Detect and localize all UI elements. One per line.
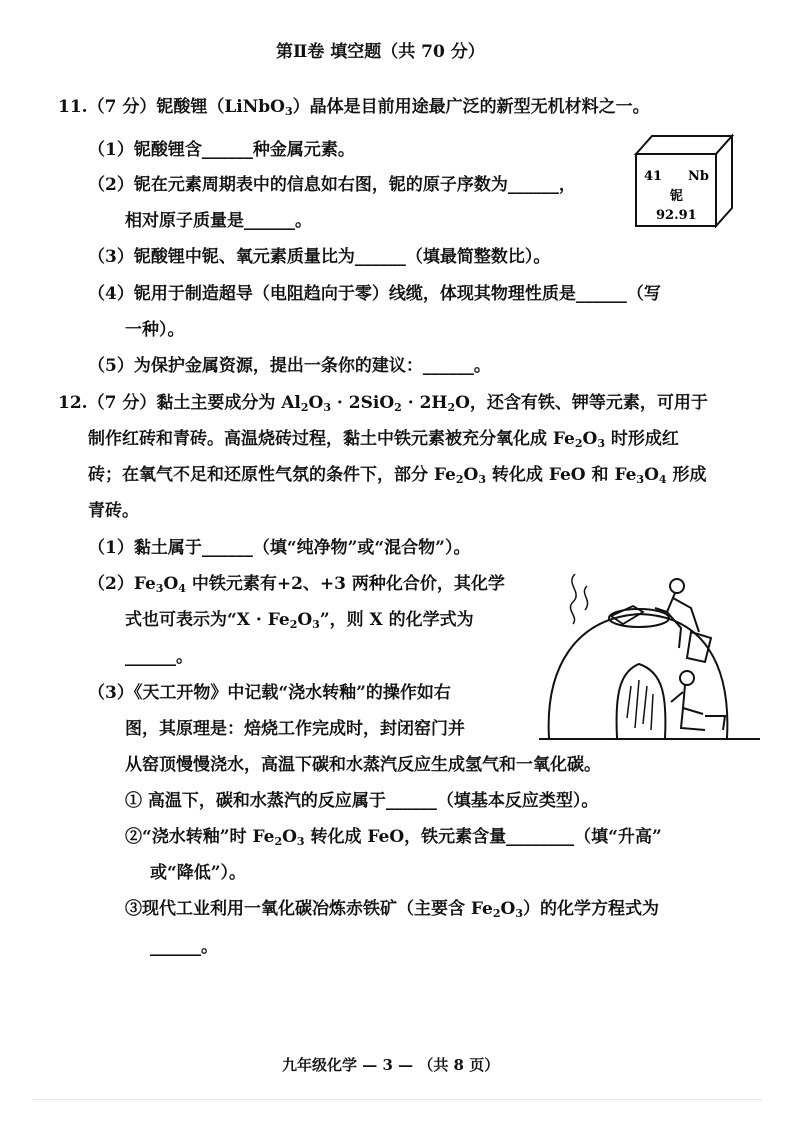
q12-l2-s1: 2 (574, 437, 583, 450)
q12-l1-b: O (308, 393, 324, 413)
q12-part3-line1: （3）《天工开物》中记载“浇水转釉”的操作如右 (88, 683, 451, 703)
q11-part3: （3）铌酸锂中铌、氧元素质量比为______（填最简整数比）。 (88, 247, 551, 267)
q12-l1-c: · 2SiO (331, 393, 395, 413)
q12-p2a-b: O (163, 574, 179, 594)
q12-sub1: ① 高温下，碳和水蒸汽的反应属于______（填基本反应类型）。 (125, 791, 599, 811)
q12-sub2-line1 (125, 829, 662, 846)
element-number: 41 (644, 169, 663, 184)
q12-p2b-c: ”，则 X 的化学式为 (319, 610, 474, 630)
q12-s2a-s2: 3 (296, 835, 305, 848)
q12-s2a-a: ②“浇水转釉”时 Fe (125, 827, 275, 847)
q12-s2a-c: 转化成 FeO，铁元素含量________（填“升高” (304, 827, 662, 847)
q12-sub3-line1 (125, 901, 659, 918)
q12-l2-c: 时形成红 (605, 429, 679, 449)
q12-p2b-s2: 3 (312, 618, 320, 631)
q12-part2-line3: ______。 (125, 647, 193, 667)
q12-l1-d: · 2H (401, 393, 448, 413)
q12-l1-e: O，还含有铁、钾等元素，可用于 (455, 393, 708, 413)
q12-stem-line1 (58, 395, 708, 412)
q12-l3-e: 形成 (666, 465, 707, 485)
q11-part2-line1: （2）铌在元素周期表中的信息如右图，铌的原子序数为______， (88, 175, 576, 195)
q12-s3a-s2: 3 (515, 907, 523, 920)
section-title: 第Ⅱ卷 填空题（共 70 分） (276, 42, 485, 62)
q12-l3-b: O (463, 465, 479, 485)
page-footer: 九年级化学 — 3 — （共 8 页） (282, 1056, 500, 1074)
element-name: 铌 (670, 189, 684, 204)
element-card-niobium (630, 130, 735, 228)
q12-part3-line3: 从窑顶慢慢浇水，高温下碳和水蒸汽反应生成氢气和一氧化碳。 (125, 755, 601, 775)
q12-l3-d: O (644, 465, 659, 485)
q12-stem-line3 (88, 467, 706, 484)
q12-l1-s3: 2 (394, 401, 402, 414)
q12-l3-s1: 2 (455, 473, 464, 486)
q12-p2b-s1: 2 (289, 618, 298, 631)
q12-s3a-b: O (500, 899, 516, 919)
q11-part2-line2: 相对原子质量是______。 (125, 211, 312, 231)
q12-p2a-s1: 3 (155, 582, 164, 595)
q12-l3-s2: 3 (478, 473, 486, 486)
q12-part2-line1 (88, 576, 505, 593)
q11-part4-line1: （4）铌用于制造超导（电阻趋向于零）线缆，体现其物理性质是______（写 (88, 284, 661, 304)
q12-p2b-a: 式也可表示为“X · Fe (125, 610, 290, 630)
q11-part1: （1）铌酸锂含______种金属元素。 (88, 140, 355, 160)
q12-s3a-a: ③现代工业利用一氧化碳冶炼赤铁矿（主要含 Fe (125, 899, 493, 919)
q12-l3-c: 转化成 FeO 和 Fe (486, 465, 637, 485)
q11-part5: （5）为保护金属资源，提出一条你的建议：______。 (88, 356, 491, 376)
q12-l1-s2: 3 (323, 401, 332, 414)
element-symbol: Nb (688, 169, 709, 184)
q12-p2b-b: O (297, 610, 313, 630)
q12-l2-a: 制作红砖和青砖。高温烧砖过程，黏土中铁元素被充分氧化成 Fe (88, 429, 575, 449)
q12-l3-s3: 3 (636, 473, 645, 486)
q12-l3-s4: 4 (658, 473, 667, 486)
q11-stem-part-b: ）晶体是目前用途最广泛的新型无机材料之一。 (292, 97, 650, 117)
q12-l1-s1: 2 (300, 401, 309, 414)
element-mass: 92.91 (656, 208, 697, 223)
q12-p2a-c: 中铁元素有+2、+3 两种化合价，其化学 (185, 574, 505, 594)
q12-s2a-b: O (282, 827, 297, 847)
q12-l3-a: 砖；在氧气不足和还原性气氛的条件下，部分 Fe (88, 465, 456, 485)
q12-part1: （1）黏土属于______（填“纯净物”或“混合物”）。 (88, 538, 471, 558)
q12-stem-line4: 青砖。 (88, 501, 139, 521)
q12-s2a-s1: 2 (274, 835, 283, 848)
q12-part3-line2: 图，其原理是：焙烧工作完成时，封闭窑门并 (125, 719, 465, 739)
q12-p2a-a: （2）Fe (88, 574, 156, 594)
q12-sub3-line2: ______。 (150, 937, 218, 957)
q12-stem-line2 (88, 431, 679, 448)
q12-l1-s4: 2 (447, 401, 456, 414)
q12-s3a-s1: 2 (492, 907, 501, 920)
q11-stem-part-a: 11.（7 分）铌酸锂（LiNbO (58, 97, 285, 117)
q11-stem-sub: 3 (284, 105, 293, 118)
q11-stem (58, 99, 650, 116)
kiln-illustration (535, 568, 765, 748)
q12-l2-b: O (582, 429, 598, 449)
q11-part4-line2: 一种）。 (125, 320, 185, 340)
bottom-divider (32, 1099, 762, 1100)
q12-part2-line2 (125, 612, 474, 629)
q12-s3a-c: ）的化学方程式为 (523, 899, 659, 919)
q12-l1-a: 12.（7 分）黏土主要成分为 Al (58, 393, 301, 413)
q12-sub2-line2: 或“降低”）。 (150, 863, 247, 883)
q12-p2a-s2: 4 (178, 582, 186, 595)
q12-l2-s2: 3 (597, 437, 605, 450)
